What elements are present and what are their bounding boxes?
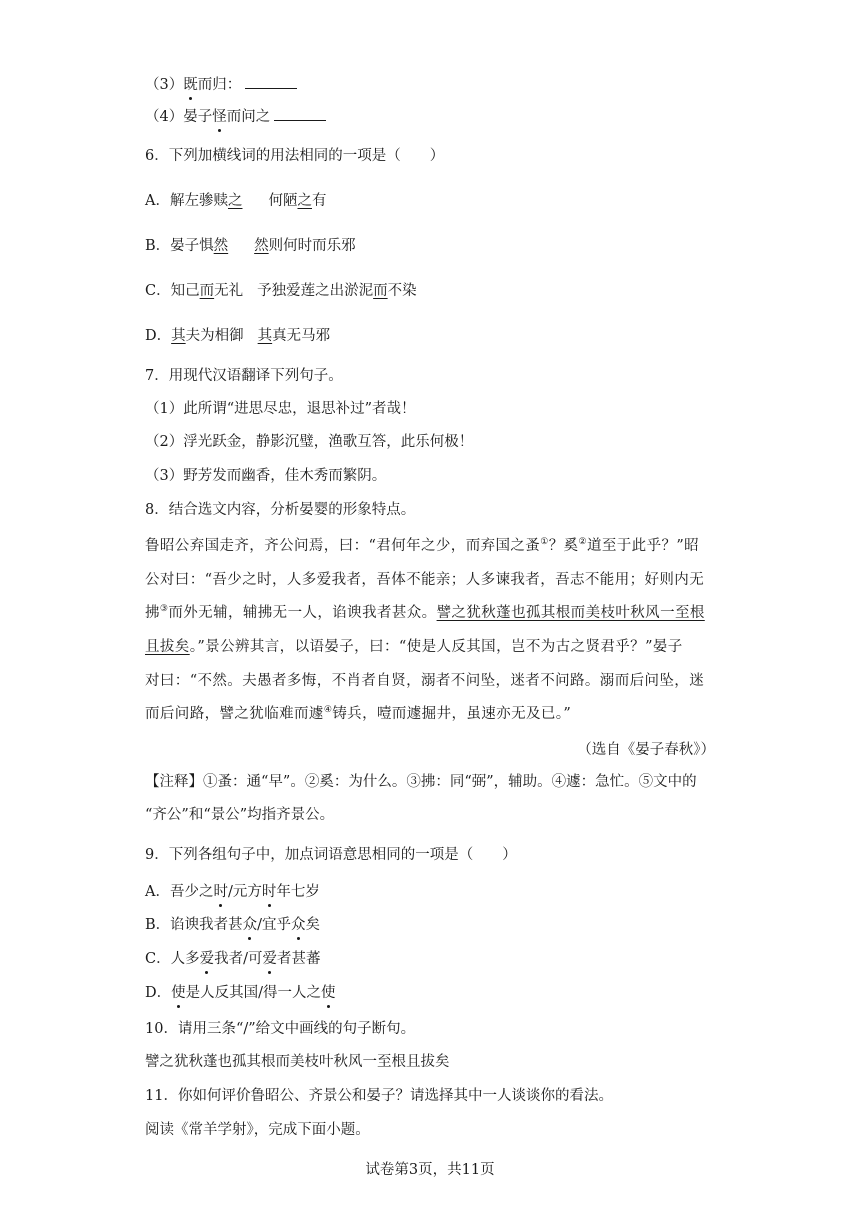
- q9-option-c[interactable]: C．人多爱我者/可爱者甚蕃: [145, 951, 321, 967]
- underlined-word: 然: [213, 238, 229, 254]
- dotted-word: 时: [213, 884, 228, 900]
- note-marker: ③: [159, 604, 169, 615]
- passage-line-1: 鲁昭公弃国走齐，齐公问焉，曰：“君何年之少，而弃国之蚤①？奚②道至于此乎？”昭: [145, 537, 700, 554]
- passage-line-3: 拂③而外无辅，辅拂无一人，谄谀我者甚众。譬之犹秋蓬也孤其根而美枝叶秋风一至根: [145, 604, 705, 621]
- q10-sentence: 譬之犹秋蓬也孤其根而美枝叶秋风一至根且拔矣: [145, 1054, 450, 1070]
- q6-option-c[interactable]: C．知己而无礼 予独爱莲之出淤泥而不染: [145, 283, 417, 299]
- note-marker: ②: [578, 537, 587, 548]
- dotted-word: 既: [183, 77, 198, 93]
- underlined-sentence: 且拔矣: [145, 639, 190, 655]
- q9-option-a[interactable]: A．吾少之时/元方时年七岁: [145, 884, 320, 900]
- underlined-sentence: 譬之犹秋蓬也孤其根而美枝叶秋风一至根: [436, 605, 705, 621]
- q11-stem: 11．你如何评价鲁昭公、齐景公和晏子？请选择其中一人谈谈你的看法。: [145, 1088, 613, 1104]
- dotted-word: 爱: [262, 951, 277, 967]
- next-section-intro: 阅读《常羊学射》，完成下面小题。: [145, 1122, 370, 1138]
- q5-item-3: （3）既而归：: [145, 74, 297, 95]
- passage-line-5: 对曰：“不然。夫愚者多悔，不肖者自贤，溺者不问坠，迷者不问路。溺而后问坠，迷: [145, 673, 705, 689]
- q7-sentence-1: （1）此所谓“进思尽忠，退思补过”者哉！: [145, 401, 416, 417]
- underlined-word: 其: [257, 328, 273, 344]
- passage-line-6: 而后问路，譬之犹临难而遽④铸兵，噎而遽掘井，虽速亦无及已。”: [145, 705, 572, 722]
- dotted-word: 众: [291, 917, 306, 933]
- underlined-word: 其: [171, 328, 186, 344]
- q6-option-a[interactable]: A．解左骖赎之 何陋之有: [145, 193, 327, 209]
- underlined-word: 而: [373, 283, 388, 299]
- q7-sentence-3: （3）野芳发而幽香，佳木秀而繁阴。: [145, 468, 387, 484]
- q10-stem: 10．请用三条“/”给文中画线的句子断句。: [145, 1021, 416, 1037]
- q9-option-d[interactable]: D．使是人反其国/得一人之使: [145, 985, 336, 1001]
- dotted-word: 爱: [199, 951, 215, 967]
- underlined-word: 之: [227, 193, 243, 209]
- dotted-word: 众: [242, 917, 258, 933]
- page-footer: 试卷第3页，共11页: [365, 1162, 495, 1178]
- dotted-word: 时: [261, 884, 277, 900]
- q9-option-b[interactable]: B．谄谀我者甚众/宜乎众矣: [145, 917, 321, 933]
- q9-stem: 9．下列各组句子中，加点词语意思相同的一项是（ ）: [145, 847, 517, 863]
- passage-line-4: 且拔矣。”景公辨其言，以语晏子，曰：“使是人反其国，岂不为古之贤君乎？”晏子: [145, 639, 683, 655]
- passage-line-2: 公对曰：“吾少之时，人多爱我者，吾体不能亲；人多谏我者，吾志不能用；好则内无: [145, 572, 705, 588]
- q7-stem: 7．用现代汉语翻译下列句子。: [145, 368, 343, 384]
- q5-item-4: （4）晏子怪而问之: [145, 106, 326, 127]
- notes-line-2: “齐公”和“景公”均指齐景公。: [145, 807, 335, 823]
- dotted-word: 使: [171, 985, 186, 1001]
- underlined-word: 之: [297, 193, 312, 209]
- note-marker: ①: [540, 537, 549, 548]
- passage-source: （选自《晏子春秋》）: [577, 742, 715, 758]
- q6-option-b[interactable]: B．晏子惧然 然则何时而乐邪: [145, 238, 356, 254]
- notes-line-1: 【注释】①蚤：通“早”。②奚：为什么。③拂：同“弼”，辅助。④遽：急忙。⑤文中的: [145, 774, 697, 790]
- dotted-word: 使: [321, 985, 336, 1001]
- q7-sentence-2: （2）浮光跃金，静影沉璧，渔歌互答，此乐何极！: [145, 434, 474, 450]
- note-marker: ④: [323, 705, 333, 716]
- q6-option-d[interactable]: D．其夫为相御 其真无马邪: [145, 328, 331, 344]
- answer-blank[interactable]: [245, 74, 297, 89]
- underlined-word: 然: [254, 238, 269, 254]
- q6-stem: 6．下列加横线词的用法相同的一项是（ ）: [145, 148, 445, 164]
- answer-blank[interactable]: [274, 106, 326, 121]
- dotted-word: 怪: [212, 109, 227, 125]
- q8-stem: 8．结合选文内容，分析晏婴的形象特点。: [145, 502, 416, 518]
- underlined-word: 而: [199, 283, 215, 299]
